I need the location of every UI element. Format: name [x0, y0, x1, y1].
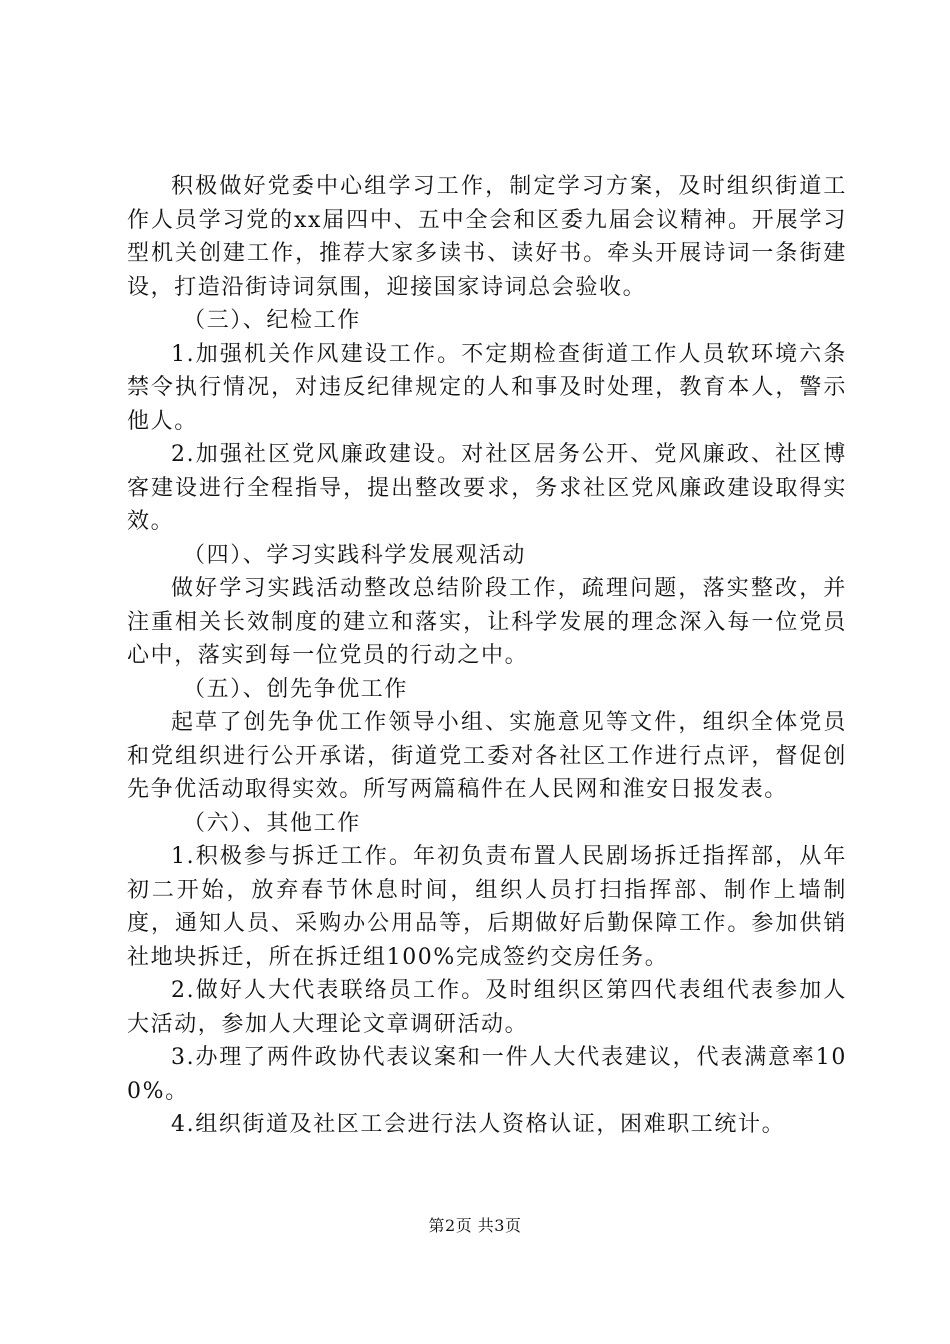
section-heading: （四）、学习实践科学发展观活动 [183, 542, 527, 568]
section-heading: （五）、创先争优工作 [183, 676, 409, 702]
section-heading: （三）、纪检工作 [183, 308, 361, 333]
paragraph: 1.加强机关作风建设工作。不定期检查街道工作人员软环境六条禁令执行情况，对违反纪律规定的人和事及时处理，教育本人，警示他人。 [127, 341, 847, 434]
paragraph: 2.加强社区党风廉政建设。对社区居务公开、党风廉政、社区博客建设进行全程指导，提出整改要求，务求社区党风廉政建设取得实效。 [127, 442, 847, 534]
paragraph: 2.做好人大代表联络员工作。及时组织区第四代表组代表参加人大活动，参加人大理论文章调研活动。 [127, 978, 847, 1037]
paragraph: 3.办理了两件政协代表议案和一件人大代表建议，代表满意率100%。 [127, 1045, 847, 1104]
document-body [127, 170, 847, 1142]
paragraph: 起草了创先争优工作领导小组、实施意见等文件，组织全体党员和党组织进行公开承诺，街道党工委对各社区工作进行点评，督促创先争优活动取得实效。所写两篇稿件在人民网和淮安日报发表。 [127, 710, 847, 802]
section-heading: （六）、其他工作 [183, 810, 361, 836]
paragraph: 1.积极参与拆迁工作。年初负责布置人民剧场拆迁指挥部，从年初二开始，放弃春节休息时间，组织人员打扫指挥部、制作上墙制度，通知人员、采购办公用品等，后期做好后勤保障工作。参加供销社地块拆迁，所在拆迁组100%完成签约交房任务。 [127, 844, 847, 970]
paragraph: 4.组织街道及社区工会进行法人资格认证，困难职工统计。 [171, 1112, 786, 1137]
paragraph: 做好学习实践活动整改总结阶段工作，疏理问题，落实整改，并注重相关长效制度的建立和落实，让科学发展的理念深入每一位党员心中，落实到每一位党员的行动之中。 [127, 576, 847, 668]
paragraph: 积极做好党委中心组学习工作，制定学习方案，及时组织街道工作人员学习党的xx届四中、五中全会和区委九届会议精神。开展学习型机关创建工作，推荐大家多读书、读好书。牵头开展诗词一条街建设，打造沿街诗词氛围，迎接国家诗词总会验收。 [127, 174, 847, 300]
page-number-footer: 第2页 共3页 [428, 1216, 522, 1235]
